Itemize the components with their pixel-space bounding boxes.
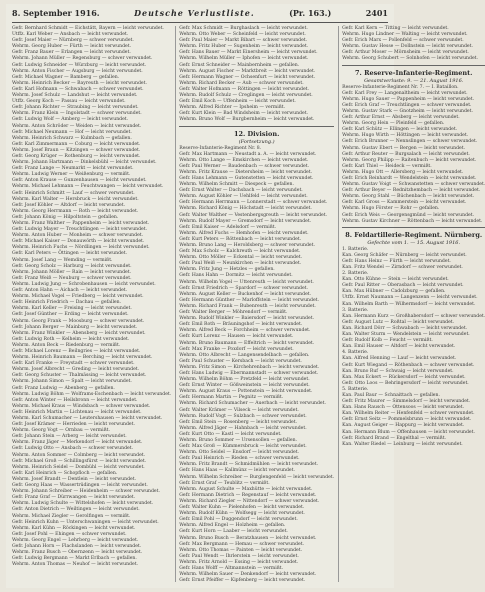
list-entry: Wehrm. Georg Vogt — Ornbau — vermißt. bbox=[12, 428, 110, 434]
list-entry: Gefr. Georg Haas — Wassertrüdingen — leicht verwundet. bbox=[12, 483, 148, 489]
list-entry: Gefr. Fritz Maurer — Simmelsdorf — leicht verwundet. bbox=[342, 399, 471, 405]
list-entry: Gefr. Karl Frey — Langenaltheim — leicht verwundet. bbox=[342, 90, 468, 96]
list-entry: Kan. Max Hübner — Cadolzburg — gefallen. bbox=[342, 289, 446, 295]
list-entry: Gefr. Ernst Walter — Dachsbach — leicht verwundet. bbox=[179, 188, 303, 194]
list-entry: Wehrm. Hugo Sauer — Pappenheim — leicht verwundet. bbox=[342, 96, 475, 102]
list-entry: Gefr. Karl Peters — Öttingen — leicht verwundet. bbox=[12, 251, 128, 257]
list-entry: Wehrm. Otto Seidel — Ensdorf — leicht verwundet. bbox=[179, 450, 299, 456]
list-entry: Wehrm. Bruno Lang — Heroldsberg — schwer verwundet. bbox=[179, 243, 315, 248]
list-entry: Wehrm. Michael Vogel — Friedberg — leicht verwundet. bbox=[12, 294, 144, 300]
list-entry: Gefr. Michael Neumann — Hof — leicht verwundet. bbox=[12, 129, 132, 135]
list-entry: Gefr. Paul Ritter — Oberasbach — leicht verwundet. bbox=[342, 283, 464, 289]
list-entry: Gefr. Kurt Otto — Kastl — leicht verwundet. bbox=[179, 431, 282, 437]
list-entry: Gefr. Heinrich Kuhn — Unterschwaningen — leicht verwundet. bbox=[12, 519, 159, 525]
list-entry: Gefr. Erich Marx — Pollenfeld — schwer verwundet. bbox=[342, 38, 464, 44]
list-entry: Gefr. Michael Groß — Schillingsfürst — leicht verwundet. bbox=[12, 458, 147, 464]
list-entry: Wehrm. Bruno Sommer — Ursensollen — gefallen. bbox=[179, 438, 298, 443]
list-entry: Utffz. Georg Koch — Passau — leicht verwundet. bbox=[12, 99, 126, 105]
list-entry: Gefr. Kurt Peters — Röttenbach — leicht verwundet. bbox=[179, 236, 302, 242]
list-entry: Wehrm. Rudolf Schulz — Creglingen — leicht verwundet. bbox=[179, 93, 313, 99]
list-entry: 3. Batterie. bbox=[342, 307, 369, 313]
list-entry: Wehrm. Fritz Simon — Kirchehrenbach — leicht verwundet. bbox=[179, 364, 320, 370]
list-entry: Wehrm. Ludwig Böhm — Wolframs-Eschenbach — leicht verwundet. bbox=[12, 391, 172, 397]
list-entry: Wehrm. Franz Busch — Obernzenn — leicht verwundet. bbox=[12, 550, 143, 556]
list-entry: Wehrm. Alfred Richter — Ipsheim — vermißt. bbox=[179, 105, 286, 111]
list-entry: Wehrm. Bruno Wolf — Burgbernheim — leicht verwundet. bbox=[179, 117, 315, 123]
list-entry: Reserve-Infanterie-Regiment Nr. 7. — I. Bataillon. bbox=[342, 84, 459, 90]
section-subheading: (Fortsetzung.) bbox=[238, 138, 275, 145]
list-entry: Gefr. Karl Hofmann — Schwabach — schwer verwundet. bbox=[12, 86, 144, 92]
list-entry: Wehrm. Josef Braun — Kitzingen — schwer verwundet. bbox=[12, 147, 141, 153]
list-entry: Wehrm. Gustav Voigt — Schwanstetten — schwer verwundet. bbox=[342, 182, 485, 188]
list-entry: Wehrm. Anton Thomas — Neuhof — leicht verwundet. bbox=[12, 562, 139, 568]
list-entry: Wehrm. Wilhelm Müller — Iphofen — leicht verwundet. bbox=[179, 56, 309, 62]
list-entry: Gefr. Ernst Pfeiffer — Kipfenberg — leicht verwundet. bbox=[179, 578, 306, 584]
list-entry: Utffz. Karl Weber — Ansbach — leicht verwundet. bbox=[12, 32, 129, 38]
header-date: 8. September 1916. bbox=[12, 8, 100, 18]
list-entry: Kan. Emil Hauser — Altdorf — leicht verwundet. bbox=[342, 344, 456, 350]
list-entry: Wehrm. Michael Kraus — Windsbach — schwer verwundet. bbox=[12, 403, 151, 409]
list-entry: Kan. Hermann Kurz — Großhabersdorf — schwer verwundet. bbox=[342, 313, 485, 319]
list-entry: Gefr. Max Groß — Kümmersbruck — leicht verwundet. bbox=[179, 444, 307, 450]
list-entry: Wehrm. Anton Schröder — Weiden — leicht verwundet. bbox=[12, 123, 142, 129]
list-entry: Wehrm. Georg Philipp — Raitenbuch — leicht verwundet. bbox=[342, 157, 477, 163]
list-entry: Gefr. Franz Lange — Neumarkt — leicht verwundet. bbox=[12, 166, 134, 172]
list-entry: Gefr. Anton Winter — Heilsbronn — leicht verwundet. bbox=[12, 397, 138, 403]
list-entry: Wehrm. Fritz Jung — Hetzles — gefallen. bbox=[179, 267, 275, 273]
list-entry: Gefr. Karl Gross — Kammerstein — leicht verwundet. bbox=[342, 200, 467, 206]
list-entry: Gefr. Walter Krämer — Vilseck — leicht verwundet. bbox=[179, 407, 299, 413]
section-rule bbox=[179, 126, 334, 127]
list-entry: Gefr. Walter Kuhn — Pielenhofen — leicht verwundet. bbox=[179, 505, 305, 511]
list-entry: Gefr. Erich Graf — Treuchtlingen — schwer verwundet. bbox=[342, 102, 472, 108]
section-heading: 12. Division. bbox=[233, 129, 280, 138]
list-entry: Wehrm. Franz Jäger — Merkendorf — leicht verwundet. bbox=[12, 440, 143, 446]
list-entry: Gefr. Johann Richter — Straubing — leicht verwundet. bbox=[12, 105, 139, 111]
list-entry: Wehrm. Anton Fischer — Augsburg — leicht verwundet. bbox=[12, 68, 143, 74]
list-entry: Gefr. Anton Hahn — Aichach — leicht verwundet. bbox=[12, 288, 128, 294]
list-entry: Gefr. Karl Zimmermann — Coburg — leicht verwundet. bbox=[12, 141, 141, 147]
list-entry: Gefr. Ernst Winter — Gößweinstein — leicht verwundet. bbox=[179, 383, 310, 389]
list-entry: Gefr. Paul Weiß — Neunkirchen — leicht verwundet. bbox=[179, 261, 302, 267]
list-entry: Wehrm. Otto Lange — Emskirchen — leicht verwundet. bbox=[179, 157, 309, 163]
list-entry: Kan. Richard Dörr — Schwabach — leicht verwundet. bbox=[342, 325, 468, 331]
header-issue: (Pr. 163.) bbox=[289, 8, 332, 18]
list-entry: Wehrm. August Fischer — Marktbreit — leicht verwundet. bbox=[179, 68, 316, 74]
list-entry: Gefr. Ernst Schneider — Mainbernheim — gefallen. bbox=[179, 62, 300, 68]
list-entry: Gefr. Hans Wolff — Altmannstein — vermißt. bbox=[179, 565, 284, 571]
list-entry: Gefr. Walter Berger — Möhrendorf — vermißt. bbox=[179, 310, 288, 316]
list-entry: Wehrm. Anton Sommer — Colmberg — leicht verwundet. bbox=[12, 452, 146, 458]
list-entry: Wehrm. Alfred Beck — Forchheim — schwer verwundet. bbox=[179, 328, 311, 334]
list-entry: Gefr. Paul Schuster — Kersbach — leicht verwundet. bbox=[179, 358, 302, 364]
list-entry: Wehrm. Alfred Engel — Holzheim — gefallen. bbox=[179, 523, 286, 529]
list-entry: Gefr. Franz Graf — Dürrwangen — leicht verwundet. bbox=[12, 495, 136, 501]
list-entry: Gefr. Franz Weiß — Neuburg — schwer verwundet. bbox=[12, 275, 132, 281]
list-entry: Gefr. Rudolf Kolb — Feucht — vermißt. bbox=[342, 338, 433, 344]
list-entry: Kan. Wilhelm Barth — Wilhermsdorf — leicht verwundet. bbox=[342, 301, 476, 307]
list-entry: Gefr. Ludwig Mayer — Treuchtlingen — leicht verwundet. bbox=[12, 227, 148, 233]
list-entry: 5. Batterie. bbox=[342, 386, 369, 392]
list-entry: Gefr. Ludwig Roth — Kelheim — leicht verwundet. bbox=[12, 336, 130, 342]
list-entry: Gefr. Emil Roth — Bräuningshof — leicht verwundet. bbox=[179, 322, 303, 328]
list-entry: Gefr. Johann Horn — Flachslanden — leicht verwundet. bbox=[12, 543, 142, 549]
list-entry: Gefr. Emil Koch — Uffenheim — leicht verwundet. bbox=[179, 99, 296, 105]
list-entry: Gefr. Ludwig Wolf — Amberg — leicht verwundet. bbox=[12, 117, 129, 123]
list-entry: Gefr. Paul Heinrich — Rieden — schwer verwundet. bbox=[179, 456, 300, 462]
list-entry: Gefr. Ludwig Schneider — Würzburg — leicht verwundet. bbox=[12, 62, 147, 68]
list-entry: Gefr. Bernhard Schmidt — Eichstätt, Bayern — leicht verwundet. bbox=[12, 26, 164, 31]
list-entry: Gefr. Max Hartmann — Neustadt a. A. — leicht verwundet. bbox=[179, 151, 317, 157]
list-entry: Wehrm. Wilhelm Schreiber — Burglengenfeld — leicht verwundet. bbox=[179, 474, 335, 480]
list-entry: Wehrm. Otto Thomas — Painten — leicht verwundet. bbox=[179, 547, 303, 553]
list-entry: Gefr. Heinrich Schmitt — Lauf — schwer verwundet. bbox=[12, 190, 135, 196]
list-entry: Wehrm. Johann Möller — Rain — leicht verwundet. bbox=[12, 269, 132, 275]
list-entry: Wehrm. Anton Huber — Monheim — schwer verwundet. bbox=[12, 233, 144, 239]
list-entry: Gefr. Michael Wagner — Bamberg — gefallen. bbox=[12, 74, 120, 80]
list-entry: Gefr. Josef Pohl — Ehingen — schwer verwundet. bbox=[12, 531, 127, 537]
list-entry: Gefr. Emil Stein — Rosenberg — leicht verwundet. bbox=[179, 419, 298, 425]
newspaper-page bbox=[6, 4, 485, 588]
list-entry: Gefr. Anton Dietrich — Weiltingen — leicht verwundet. bbox=[12, 507, 140, 513]
list-entry: Wehrm. Johann Schreiber — Heidenheim — schwer verwundet. bbox=[12, 489, 160, 495]
list-entry: Gefr. Richard Brand — Engelthal — vermißt. bbox=[342, 435, 447, 441]
list-entry: Gefr. Kurt Klein — Bad Windsheim — leicht verwundet. bbox=[179, 111, 309, 117]
list-entry: Wehrm. Georg Engel — Lehrberg — leicht verwundet. bbox=[12, 537, 139, 543]
list-entry: Wehrm. Wilhelm Vogel — Uttenreuth — leicht verwundet. bbox=[179, 279, 314, 285]
list-entry: Wehrm. Franz Winkler — Abensberg — leicht verwundet. bbox=[12, 330, 146, 336]
list-entry: Wehrm. Gustav Ebert — Bergen — leicht verwundet. bbox=[342, 145, 466, 151]
list-entry: Gefr. Karl Kern — Titting — leicht verwundet. bbox=[342, 26, 449, 31]
list-entry: Wehrm. Hugo Lindner — Walting — leicht verwundet. bbox=[342, 32, 468, 38]
list-entry: Gefr. Max Bergmann — Hemau — schwer verwundet. bbox=[179, 541, 304, 547]
section-heading: 8. Feldartillerie-Regiment. Nürnberg. bbox=[345, 230, 483, 239]
list-entry: Kan. Otto Kühne — Stein — leicht verwundet. bbox=[342, 277, 449, 283]
list-entry: Wehrm. Georg Frank — Moosburg — schwer verwundet. bbox=[12, 318, 145, 324]
list-entry: Wehrm. Georg Herrmann — Roth — leicht verwundet. bbox=[12, 208, 139, 214]
list-entry: Gefr. Paul Werner — Baudenbach — schwer verwundet. bbox=[179, 163, 310, 169]
list-entry: Gefr. Hermann Dietrich — Regenstauf — leicht verwundet. bbox=[179, 492, 317, 498]
list-entry: Wehrm. Heinrich Baumann — Berching — leicht verwundet. bbox=[12, 355, 153, 361]
list-entry: Gefr. Arthur Beyer — Rednitzhembach — leicht verwundet. bbox=[342, 188, 481, 194]
list-entry: Gefr. Paul Wendt — Ihrlerstein — leicht verwundet. bbox=[179, 553, 299, 559]
list-entry: Wehrm. Fritz Huber — Sugenheim — leicht verwundet. bbox=[179, 44, 309, 50]
list-entry: Wehrm. August Schulte — Maxhütte — leicht verwundet. bbox=[179, 486, 313, 492]
list-entry: Wehrm. Otto Albrecht — Langensendelbach — gefallen. bbox=[179, 352, 310, 358]
list-entry: Wehrm. Ludwig Jung — Schrobenhausen — leicht verwundet. bbox=[12, 281, 156, 287]
list-entry: Gefr. Michael Kaiser — Donauwörth — leicht verwundet. bbox=[12, 239, 145, 245]
list-entry: Wehrm. Heinrich Seidel — Dombühl — leicht verwundet. bbox=[12, 464, 145, 470]
list-entry: Wehrm. Richard Frank — Bubenreuth — leicht verwundet. bbox=[179, 303, 316, 309]
section-subheading: Gefechte vom 1. — 15. August 1916. bbox=[367, 239, 461, 246]
list-entry: Gefr. Hermann Martin — Pegnitz — vermißt. bbox=[179, 395, 284, 401]
list-entry: Gefr. August Lutz — Roßtal — leicht verwundet. bbox=[342, 319, 455, 325]
list-entry: Gefr. Karl Franke — Freystadt — schwer verwundet. bbox=[12, 361, 135, 367]
list-entry: Wehrm. Hugo Wirth — Höttingen — leicht verwundet. bbox=[342, 133, 469, 139]
list-entry: Wehrm. Bruno Baumann — Effeltrich — leicht verwundet. bbox=[179, 340, 315, 346]
list-entry: Wehrm. Franz Klein — Ingolstadt — schwer verwundet. bbox=[12, 111, 142, 117]
list-entry: Wehrm. Georg Schubert — Solnhofen — leicht verwundet. bbox=[342, 56, 478, 62]
list-entry: Wehrm. Heinrich Fuchs — Nördlingen — leicht verwundet. bbox=[12, 245, 150, 251]
list-entry: Gefr. Ernst Friedrich — Spardorf — schwer verwundet. bbox=[179, 285, 308, 291]
list-entry: Gefr. Johann Berger — Mainburg — leicht verwundet. bbox=[12, 324, 138, 330]
list-entry: 4. Batterie. bbox=[342, 350, 369, 356]
list-entry: Gefr. Josef Günther — Erding — leicht verwundet. bbox=[12, 312, 129, 318]
list-entry: Wehrm. Gustav Hesse — Dollnstein — leicht verwundet. bbox=[342, 44, 473, 50]
section-heading: 7. Reserve-Infanterie-Regiment. bbox=[355, 68, 473, 77]
list-entry: Wehrm. Otto Weber — Scheinfeld — leicht verwundet. bbox=[179, 32, 306, 38]
list-entry: Wehrm. Josef Lang — Wemding — vermißt. bbox=[12, 257, 113, 263]
list-entry: Gefr. Johann Stein — Arberg — leicht verwundet. bbox=[12, 434, 127, 440]
list-entry: Gefr. Karl Schütz — Ellingen — leicht verwundet. bbox=[342, 127, 458, 133]
text-columns bbox=[12, 26, 485, 584]
column-3 bbox=[338, 26, 485, 582]
list-entry: Wehrm. Michael Ziegler — Gerolfingen — vermißt. bbox=[12, 513, 131, 519]
list-entry: Kan. Max Eckert — Rückersdorf — leicht verwundet. bbox=[342, 374, 466, 380]
list-entry: Gefr. Otto Loos — Behringersdorf — leicht verwundet. bbox=[342, 380, 469, 386]
list-entry: Gefr. Max Scholz — Kalchreuth — leicht verwundet. bbox=[179, 249, 301, 255]
page-header bbox=[12, 8, 388, 23]
list-entry: Reserve-Infanterie-Regiment Nr. 8. bbox=[179, 145, 262, 151]
list-entry: Wehrm. Franz Walther — Pappenheim — leicht verwundet. bbox=[12, 221, 150, 226]
list-entry: Gefr. Josef Krämer — Herrieden — leicht verwundet. bbox=[12, 422, 135, 428]
list-entry: Wehrm. Johann Simon — Spalt — leicht verwundet. bbox=[12, 379, 132, 385]
list-entry: Wehrm. Ludwig Werner — Weißenburg — vermißt. bbox=[12, 172, 131, 178]
list-entry: Gefr. Ludwig Otto — Ansbach — schwer verwundet. bbox=[12, 446, 134, 452]
list-entry: Gefr. Hans Lehmann — Gutenstetten — leicht verwundet. bbox=[179, 175, 314, 181]
header-page-number: 2401 bbox=[365, 8, 388, 18]
list-entry: Wehrm. Gustav Stark — Gnotzheim — leicht verwundet. bbox=[342, 108, 473, 114]
list-entry: Wehrm. Wilhelm Sauer — Denkendorf — leicht verwundet. bbox=[179, 572, 317, 578]
list-entry: Wehrm. Fritz Brandt — Schmidmühlen — leicht verwundet. bbox=[179, 462, 319, 468]
section-subheading: Gesamtverluste: 9. — 21. August 1916. bbox=[364, 77, 464, 84]
list-entry: Wehrm. Georg Hein — Pleinfeld — gefallen. bbox=[342, 121, 445, 127]
list-entry: Wehrm. Wilhelm Schmitt — Diespeck — gefallen. bbox=[179, 182, 294, 188]
list-entry: Gefr. Hermann Wagner — Ochsenfurt — leicht verwundet. bbox=[179, 74, 316, 80]
list-entry: Wehrm. Johann Hartmann — Dinkelsbühl — leicht verwundet. bbox=[12, 160, 157, 166]
list-entry: Gefr. Arthur Reuter — Burgsalach — leicht verwundet. bbox=[342, 151, 470, 157]
list-entry: Wehrm. Otto Möller — Eckental — leicht verwundet. bbox=[179, 255, 303, 261]
list-entry: Gefr. Emil Pohl — Duggendorf — leicht verwundet. bbox=[179, 517, 298, 523]
list-entry: Gefr. Karl Heinrich — Schopfloch — gefallen. bbox=[12, 470, 118, 476]
list-entry: Gefr. Walter Walther — Vestenbergsgreuth — leicht verwundet. bbox=[179, 212, 328, 218]
list-entry: Wehrm. August Köhler — Uehlfeld — leicht verwundet. bbox=[179, 194, 308, 200]
list-entry: Wehrm. Hugo Förster — Rohr — gefallen. bbox=[342, 206, 440, 212]
list-entry: Wehrm. Rudolf Mayer — Gremsdorf — leicht verwundet. bbox=[179, 218, 312, 224]
section-rule bbox=[342, 65, 485, 66]
list-entry: Wehrm. Ludwig Schulte — Wittelshofen — leicht verwundet. bbox=[12, 501, 154, 507]
list-entry: Gefr. Hermann Herrmann — Lonnerstadt — schwer verwundet. bbox=[179, 200, 328, 206]
list-entry: Wehrm. Michael Lehmann — Feuchtwangen — leicht verwundet. bbox=[12, 184, 164, 190]
list-entry: Kan. Wilhelm Reiter — Henfenfeld — schwer verwundet. bbox=[342, 411, 475, 417]
list-entry: Kan. Alfred Henning — Lauf — leicht verwundet. bbox=[342, 356, 457, 362]
header-title: Deutsche Verlustliste. bbox=[134, 8, 255, 18]
list-entry: Gefr. Hans Bauer — Markt Einersheim — leicht verwundet. bbox=[179, 50, 318, 56]
list-entry: Gefr. Franz Bauer — Erlangen — leicht verwundet. bbox=[12, 50, 131, 56]
list-entry: Wehrm. Johann Müller — Regensburg — schwer verwundet. bbox=[12, 56, 153, 62]
list-entry: Gefr. Heinrich Martin — Lichtenau — leicht verwundet. bbox=[12, 409, 142, 415]
list-entry: Wehrm. Heinrich Schwarz — Kulmbach — gefallen. bbox=[12, 135, 132, 141]
list-entry: Kan. August Geiger — Happurg — leicht verwundet. bbox=[342, 423, 465, 429]
list-entry: Kan. Hermann Blum — Offenhausen — leicht verwundet. bbox=[342, 429, 475, 435]
list-entry: Gefr. Max Franke — Poxdorf — leicht verwundet. bbox=[179, 346, 294, 352]
list-entry: Gefr. Heinrich Friedrich — Dachau — gefallen. bbox=[12, 300, 122, 306]
list-entry: Wehrm. Karl Kühn — Röckingen — leicht verwundet. bbox=[12, 525, 136, 531]
list-entry: Wehrm. Richard Becker — Aub — schwer verwundet. bbox=[179, 80, 304, 86]
list-entry: Wehrm. Richard König — Höchstadt — leicht verwundet. bbox=[179, 206, 312, 212]
list-entry: Wehrm. Gustav Kirchner — Röttenbach — leicht verwundet. bbox=[342, 218, 483, 224]
list-entry: Gefr. Paul Maier — Markt Bibart — schwer verwundet. bbox=[179, 38, 308, 44]
list-entry: Gefr. Erich Brunner — Nennslingen — schwer verwundet. bbox=[342, 139, 478, 145]
list-entry: Wehrm. August Kraus — Pottenstein — leicht verwundet. bbox=[179, 389, 313, 395]
list-entry: Gefr. Hermann Günther — Marloffstein — leicht verwundet. bbox=[179, 297, 319, 303]
list-entry: Gefr. Anton Krause — Gunzenhausen — leicht verwundet. bbox=[12, 178, 147, 184]
list-entry: Gefr. Georg Scholz — Harburg — leicht verwundet. bbox=[12, 263, 132, 269]
list-entry: Wehrm. Georg Stahl — Büchenbach — leicht verwundet. bbox=[342, 194, 475, 200]
list-entry: Gefr. Emil Kaiser — Adelsdorf — vermißt. bbox=[179, 224, 277, 230]
list-entry: Gefr. Kurt Lorenz — Hausen — leicht verwundet. bbox=[179, 334, 294, 340]
list-entry: 1. Batterie. bbox=[342, 246, 369, 252]
list-entry: Kan. Walter Sturm — Wendelstein — leicht verwundet. bbox=[342, 332, 470, 338]
list-entry: Kan. Hans Rausch — Ottensoos — leicht verwundet. bbox=[342, 405, 465, 411]
list-entry: Gefr. Josef Maier — Nürnberg — schwer verwundet. bbox=[12, 38, 134, 44]
list-entry: Wehrm. Josef Schulz — Landshut — leicht verwundet. bbox=[12, 93, 138, 99]
list-entry: Wehrm. Karl Schumacher — Leutershausen — leicht verwundet. bbox=[12, 416, 163, 421]
list-entry: Gefr. Franz Ludwig — Abenberg — gefallen. bbox=[12, 385, 115, 391]
list-entry: Wehrm. Josef Brandt — Dentlein — leicht verwundet. bbox=[12, 476, 137, 482]
list-entry: Gefr. Hans Ludwig — Ebermannstadt — schwer verwundet. bbox=[179, 370, 319, 376]
list-entry: Gefr. Max Schmidt — Burghaslach — leicht verwundet. bbox=[179, 26, 308, 31]
section-rule bbox=[342, 227, 485, 228]
list-entry: Gefr. Georg Krüger — Rothenburg — leicht verwundet. bbox=[12, 153, 141, 159]
list-entry: Wehrm. August Keller — Buckenhof — leicht verwundet. bbox=[179, 291, 312, 297]
list-entry: Wehrm. Josef Albrecht — Greding — leicht verwundet. bbox=[12, 367, 140, 373]
list-entry: Utffz. Ernst Naumann — Langenzenn — leicht verwundet. bbox=[342, 295, 478, 301]
list-entry: Wehrm. Richard Ziegler — Nittendorf — schwer verwundet. bbox=[179, 498, 320, 504]
list-entry: Wehrm. Alfred Fuchs — Hemhofen — leicht verwundet. bbox=[179, 230, 309, 236]
list-entry: 2. Batterie. bbox=[342, 271, 369, 277]
column-2 bbox=[175, 26, 334, 582]
list-entry: Wehrm. Heinrich Becker — Bayreuth — leicht verwundet. bbox=[12, 80, 147, 86]
list-entry: Wehrm. Fritz Arnold — Essing — leicht verwundet. bbox=[179, 559, 299, 565]
list-entry: Gefr. Karl Thiel — Heideck — vermißt. bbox=[342, 163, 432, 169]
list-entry: Gefr. Michael Lorenz — Beilngries — leicht verwundet. bbox=[12, 348, 141, 354]
list-entry: Gefr. Ludwig Bergmann — Markt Erlbach — gefallen. bbox=[12, 556, 137, 562]
column-1 bbox=[12, 26, 171, 582]
list-entry: Wehrm. Karl Walter — Hersbruck — leicht verwundet. bbox=[12, 196, 139, 202]
list-entry: Wehrm. Rudolf Winkler — Baiersdorf — leicht verwundet. bbox=[179, 316, 315, 322]
list-entry: Kan. Fritz Wendel — Zirndorf — schwer verwundet. bbox=[342, 265, 463, 270]
list-entry: Gefr. Johann König — Hilpoltstein — gefallen. bbox=[12, 214, 119, 220]
list-entry: Gefr. Georg Schuster — Thalmässing — leicht verwundet. bbox=[12, 373, 147, 379]
list-entry: Wehrm. Bruno Busch — Beratzhausen — leicht verwundet. bbox=[179, 535, 317, 541]
list-entry: Wehrm. Georg Huber — Fürth — leicht verwundet. bbox=[12, 44, 132, 50]
list-entry: Kan. Paul Baur — Schnaittach — gefallen. bbox=[342, 392, 440, 398]
list-entry: Gefr. Ernst Seitz — Pommelsbrunn — leicht verwundet. bbox=[342, 417, 472, 423]
list-entry: Wehrm. Wilhelm Böhm — Pretzfeld — leicht verwundet. bbox=[179, 377, 310, 383]
list-entry: Gefr. Josef Köhler — Altdorf — leicht verwundet. bbox=[12, 202, 126, 208]
list-entry: Kan. Georg Schäfer — Nürnberg — leicht verwundet. bbox=[342, 252, 467, 258]
list-entry: Gefr. Walter Hofmann — Röttingen — leicht verwundet. bbox=[179, 86, 309, 92]
list-entry: Wehrm. Fritz Krause — Dietersheim — leicht verwundet. bbox=[179, 169, 313, 175]
list-entry: Wehrm. Rudolf Vogt — Sulzbach — schwer verwundet. bbox=[179, 413, 307, 419]
list-entry: Wehrm. Hugo Ott — Allersberg — leicht verwundet. bbox=[342, 169, 464, 175]
list-entry: Gefr. Hans Heinz — Fürth — leicht verwundet. bbox=[342, 258, 451, 264]
list-entry: Wehrm. Alfred Jäger — Hahnbach — leicht verwundet. bbox=[179, 425, 307, 431]
list-entry: Gefr. Kurt Horn — Laaber — leicht verwundet. bbox=[179, 529, 288, 535]
list-entry: Gefr. Hans Hahn — Dormitz — leicht verwundet. bbox=[179, 273, 293, 279]
list-entry: Wehrm. Rudolf Kühn — Wolfsegg — leicht verwundet. bbox=[179, 511, 305, 517]
list-entry: Gefr. Erich Reinhardt — Wendelstein — leicht verwundet. bbox=[342, 175, 477, 181]
list-entry: Gefr. Arthur Ernst — Absberg — leicht verwundet. bbox=[342, 115, 460, 121]
list-entry: Kan. Walter Riedel — Leinburg — leicht verwundet. bbox=[342, 441, 463, 447]
list-entry: Gefr. Arthur Moser — Mörnsheim — leicht verwundet. bbox=[342, 50, 469, 56]
list-entry: Wehrm. Richard Schumacher — Auerbach — leicht verwundet. bbox=[179, 401, 326, 407]
list-entry: Gefr. Hans Haas — Kallmünz — leicht verwundet. bbox=[179, 468, 295, 474]
list-entry: Wehrm. Anton Beck — Riedenburg — vermißt. bbox=[12, 342, 121, 348]
list-entry: Gefr. Kurt Wiegand — Röthenbach — schwer verwundet. bbox=[342, 362, 475, 368]
list-entry: Kan. Bruno Ruf — Schwaig — leicht verwundet. bbox=[342, 368, 454, 374]
list-entry: Gefr. Ernst Graf — Teublitz — vermißt. bbox=[179, 480, 270, 486]
list-entry: Wehrm. Karl Keller — Freising — leicht verwundet. bbox=[12, 306, 132, 312]
list-entry: Gefr. Erich Weis — Georgensgmünd — leicht verwundet. bbox=[342, 212, 475, 218]
